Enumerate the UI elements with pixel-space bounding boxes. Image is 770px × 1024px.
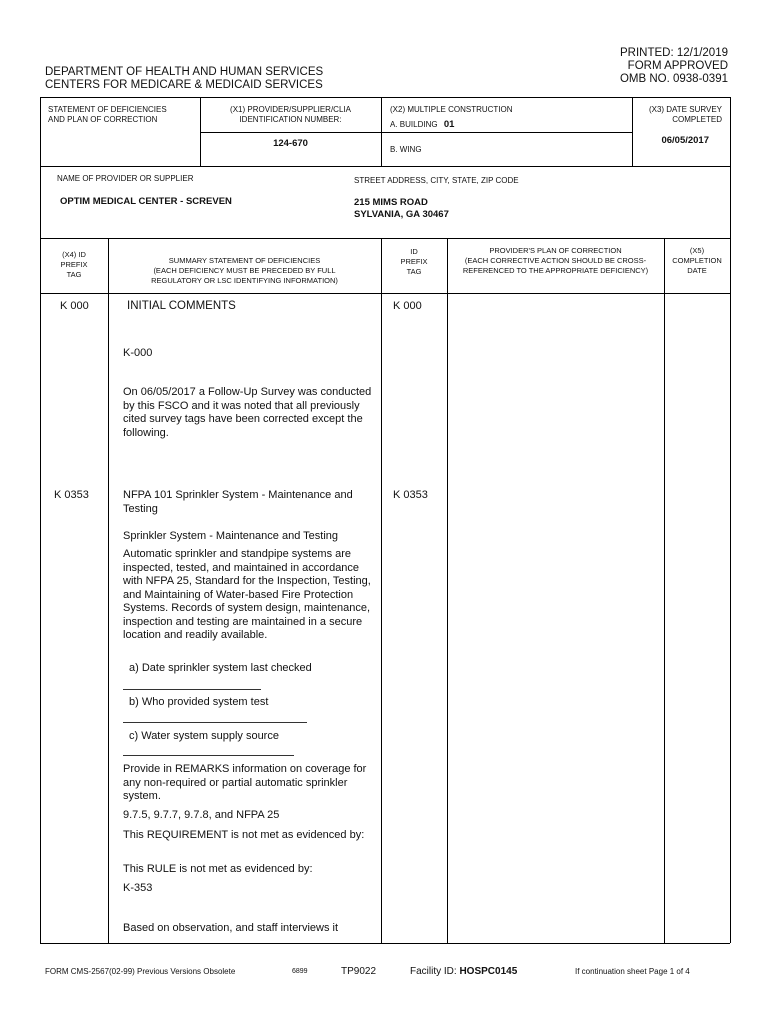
x1-label-2: IDENTIFICATION NUMBER:: [239, 115, 342, 124]
based-on-text: Based on observation, and staff interviews it: [123, 922, 339, 934]
centers-title: CENTERS FOR MEDICARE & MEDICAID SERVICES: [45, 79, 323, 91]
x3-label-1: (X3) DATE SURVEY: [648, 105, 722, 114]
x3-value: 06/05/2017: [661, 135, 709, 146]
address-line-1: 215 MIMS ROAD: [354, 197, 428, 208]
plan-header-2: (EACH CORRECTIVE ACTION SHOULD BE CROSS-: [464, 256, 647, 265]
tag-k000-left: K 000: [60, 300, 89, 312]
building-row: [390, 120, 454, 130]
building-underline: [381, 132, 632, 133]
facility-value: HOSPC0145: [459, 966, 518, 977]
box-top-border: [40, 97, 730, 98]
plan-header-1: PROVIDER'S PLAN OF CORRECTION: [489, 246, 622, 255]
x5-header-3: DATE: [687, 266, 707, 275]
k000-label: K-000: [123, 347, 153, 359]
survey-paragraph: On 06/05/2017 a Follow-Up Survey was conducted by this FSCO and it was noted that all previously cited survey tags have been corrected except the following.: [123, 386, 372, 439]
col-divider-3: [447, 238, 448, 943]
left-border: [40, 97, 41, 943]
footer-event-id: TP9022: [341, 966, 377, 977]
provider-bottom-border: [40, 238, 730, 239]
item-c-blank: [123, 755, 294, 756]
id-header-2: PREFIX: [400, 257, 428, 266]
x1-underline: [200, 132, 381, 133]
provider-name: OPTIM MEDICAL CENTER - SCREVEN: [60, 196, 232, 207]
footer-facility: [410, 966, 517, 977]
x5-header: [664, 246, 730, 276]
building-label: A. BUILDING: [390, 120, 438, 129]
item-b-blank: [123, 722, 307, 723]
id-header-3: TAG: [406, 267, 422, 276]
statement-label-2: AND PLAN OF CORRECTION: [48, 115, 158, 124]
nfpa-references: 9.7.5, 9.7.7, 9.7.8, and NFPA 25: [123, 809, 280, 821]
sprinkler-heading: Sprinkler System - Maintenance and Testing: [123, 530, 339, 542]
footer-code: 6899: [292, 968, 308, 975]
facility-label: Facility ID:: [410, 966, 457, 977]
x5-header-1: (X5): [689, 246, 705, 255]
col-divider-1: [108, 238, 109, 943]
column-header-bottom-border: [40, 293, 730, 294]
rule-statement: This RULE is not met as evidenced by:: [123, 863, 313, 875]
initial-comments-heading: INITIAL COMMENTS: [127, 300, 236, 312]
k353-label: K-353: [123, 882, 153, 894]
tag-k0353-left: K 0353: [54, 489, 89, 501]
box-mid-border: [40, 166, 730, 167]
item-c: c) Water system supply source: [129, 730, 279, 742]
printed-date: PRINTED: 12/1/2019: [619, 47, 728, 59]
x2-label: (X2) MULTIPLE CONSTRUCTION: [390, 105, 513, 114]
x4-header-1: (X4) ID: [62, 250, 86, 259]
summary-header-1: SUMMARY STATEMENT OF DEFICIENCIES: [168, 256, 321, 265]
plan-header: [447, 246, 664, 276]
x4-header: [40, 250, 108, 280]
x1-value: 124-670: [273, 138, 308, 149]
col-divider-4: [664, 238, 665, 943]
x5-header-2: COMPLETION: [672, 256, 722, 265]
requirement-statement: This REQUIREMENT is not met as evidenced by:: [123, 829, 365, 841]
item-a-blank: [123, 689, 261, 690]
address-line-2: SYLVANIA, GA 30467: [354, 209, 449, 220]
table-bottom-border: [40, 943, 730, 944]
x3-label-2: COMPLETED: [672, 115, 722, 124]
x4-header-2: PREFIX: [60, 260, 88, 269]
item-b: b) Who provided system test: [129, 696, 269, 708]
nfpa-title: NFPA 101 Sprinkler System - Maintenance and Testing: [123, 489, 353, 515]
omb-number: OMB NO. 0938-0391: [619, 73, 728, 85]
tag-k0353-right: K 0353: [393, 489, 428, 501]
summary-header-2: (EACH DEFICIENCY MUST BE PRECEDED BY FULL: [153, 266, 336, 275]
address-label: STREET ADDRESS, CITY, STATE, ZIP CODE: [354, 176, 519, 185]
item-a: a) Date sprinkler system last checked: [129, 662, 312, 674]
remarks-paragraph: Provide in REMARKS information on coverage for any non-required or partial automatic sprinkler system.: [123, 763, 367, 802]
tag-k000-right: K 000: [393, 300, 422, 312]
id-header: [381, 247, 447, 277]
wing-label: B. WING: [390, 145, 422, 154]
col-divider-2: [381, 238, 382, 943]
summary-header: [108, 256, 381, 286]
department-title: DEPARTMENT OF HEALTH AND HUMAN SERVICES: [45, 66, 324, 78]
provider-name-label: NAME OF PROVIDER OR SUPPLIER: [57, 174, 194, 183]
right-border: [730, 97, 731, 943]
summary-header-3: REGULATORY OR LSC IDENTIFYING INFORMATION): [151, 276, 338, 285]
building-value: 01: [443, 119, 455, 130]
footer-form-id: FORM CMS-2567(02-99) Previous Versions Obsolete: [45, 967, 236, 976]
id-header-1: ID: [410, 247, 418, 256]
plan-header-3: REFERENCED TO THE APPROPRIATE DEFICIENCY): [462, 266, 649, 275]
x1-label-1: (X1) PROVIDER/SUPPLIER/CLIA: [230, 105, 351, 114]
footer-continuation: If continuation sheet Page 1 of 4: [575, 967, 690, 976]
statement-label-1: STATEMENT OF DEFICIENCIES: [48, 105, 167, 114]
form-approved: FORM APPROVED: [627, 60, 728, 72]
x4-header-3: TAG: [66, 270, 82, 279]
sprinkler-paragraph: Automatic sprinkler and standpipe systems are inspected, tested, and maintained in accordance with NFPA 25, Standard for the Inspection, Testing, and Maintaining of Water-based Fire Protection Systems. Records of system design, maintenance, inspection and testing are maintained in a secure location and readily available.: [123, 548, 371, 641]
